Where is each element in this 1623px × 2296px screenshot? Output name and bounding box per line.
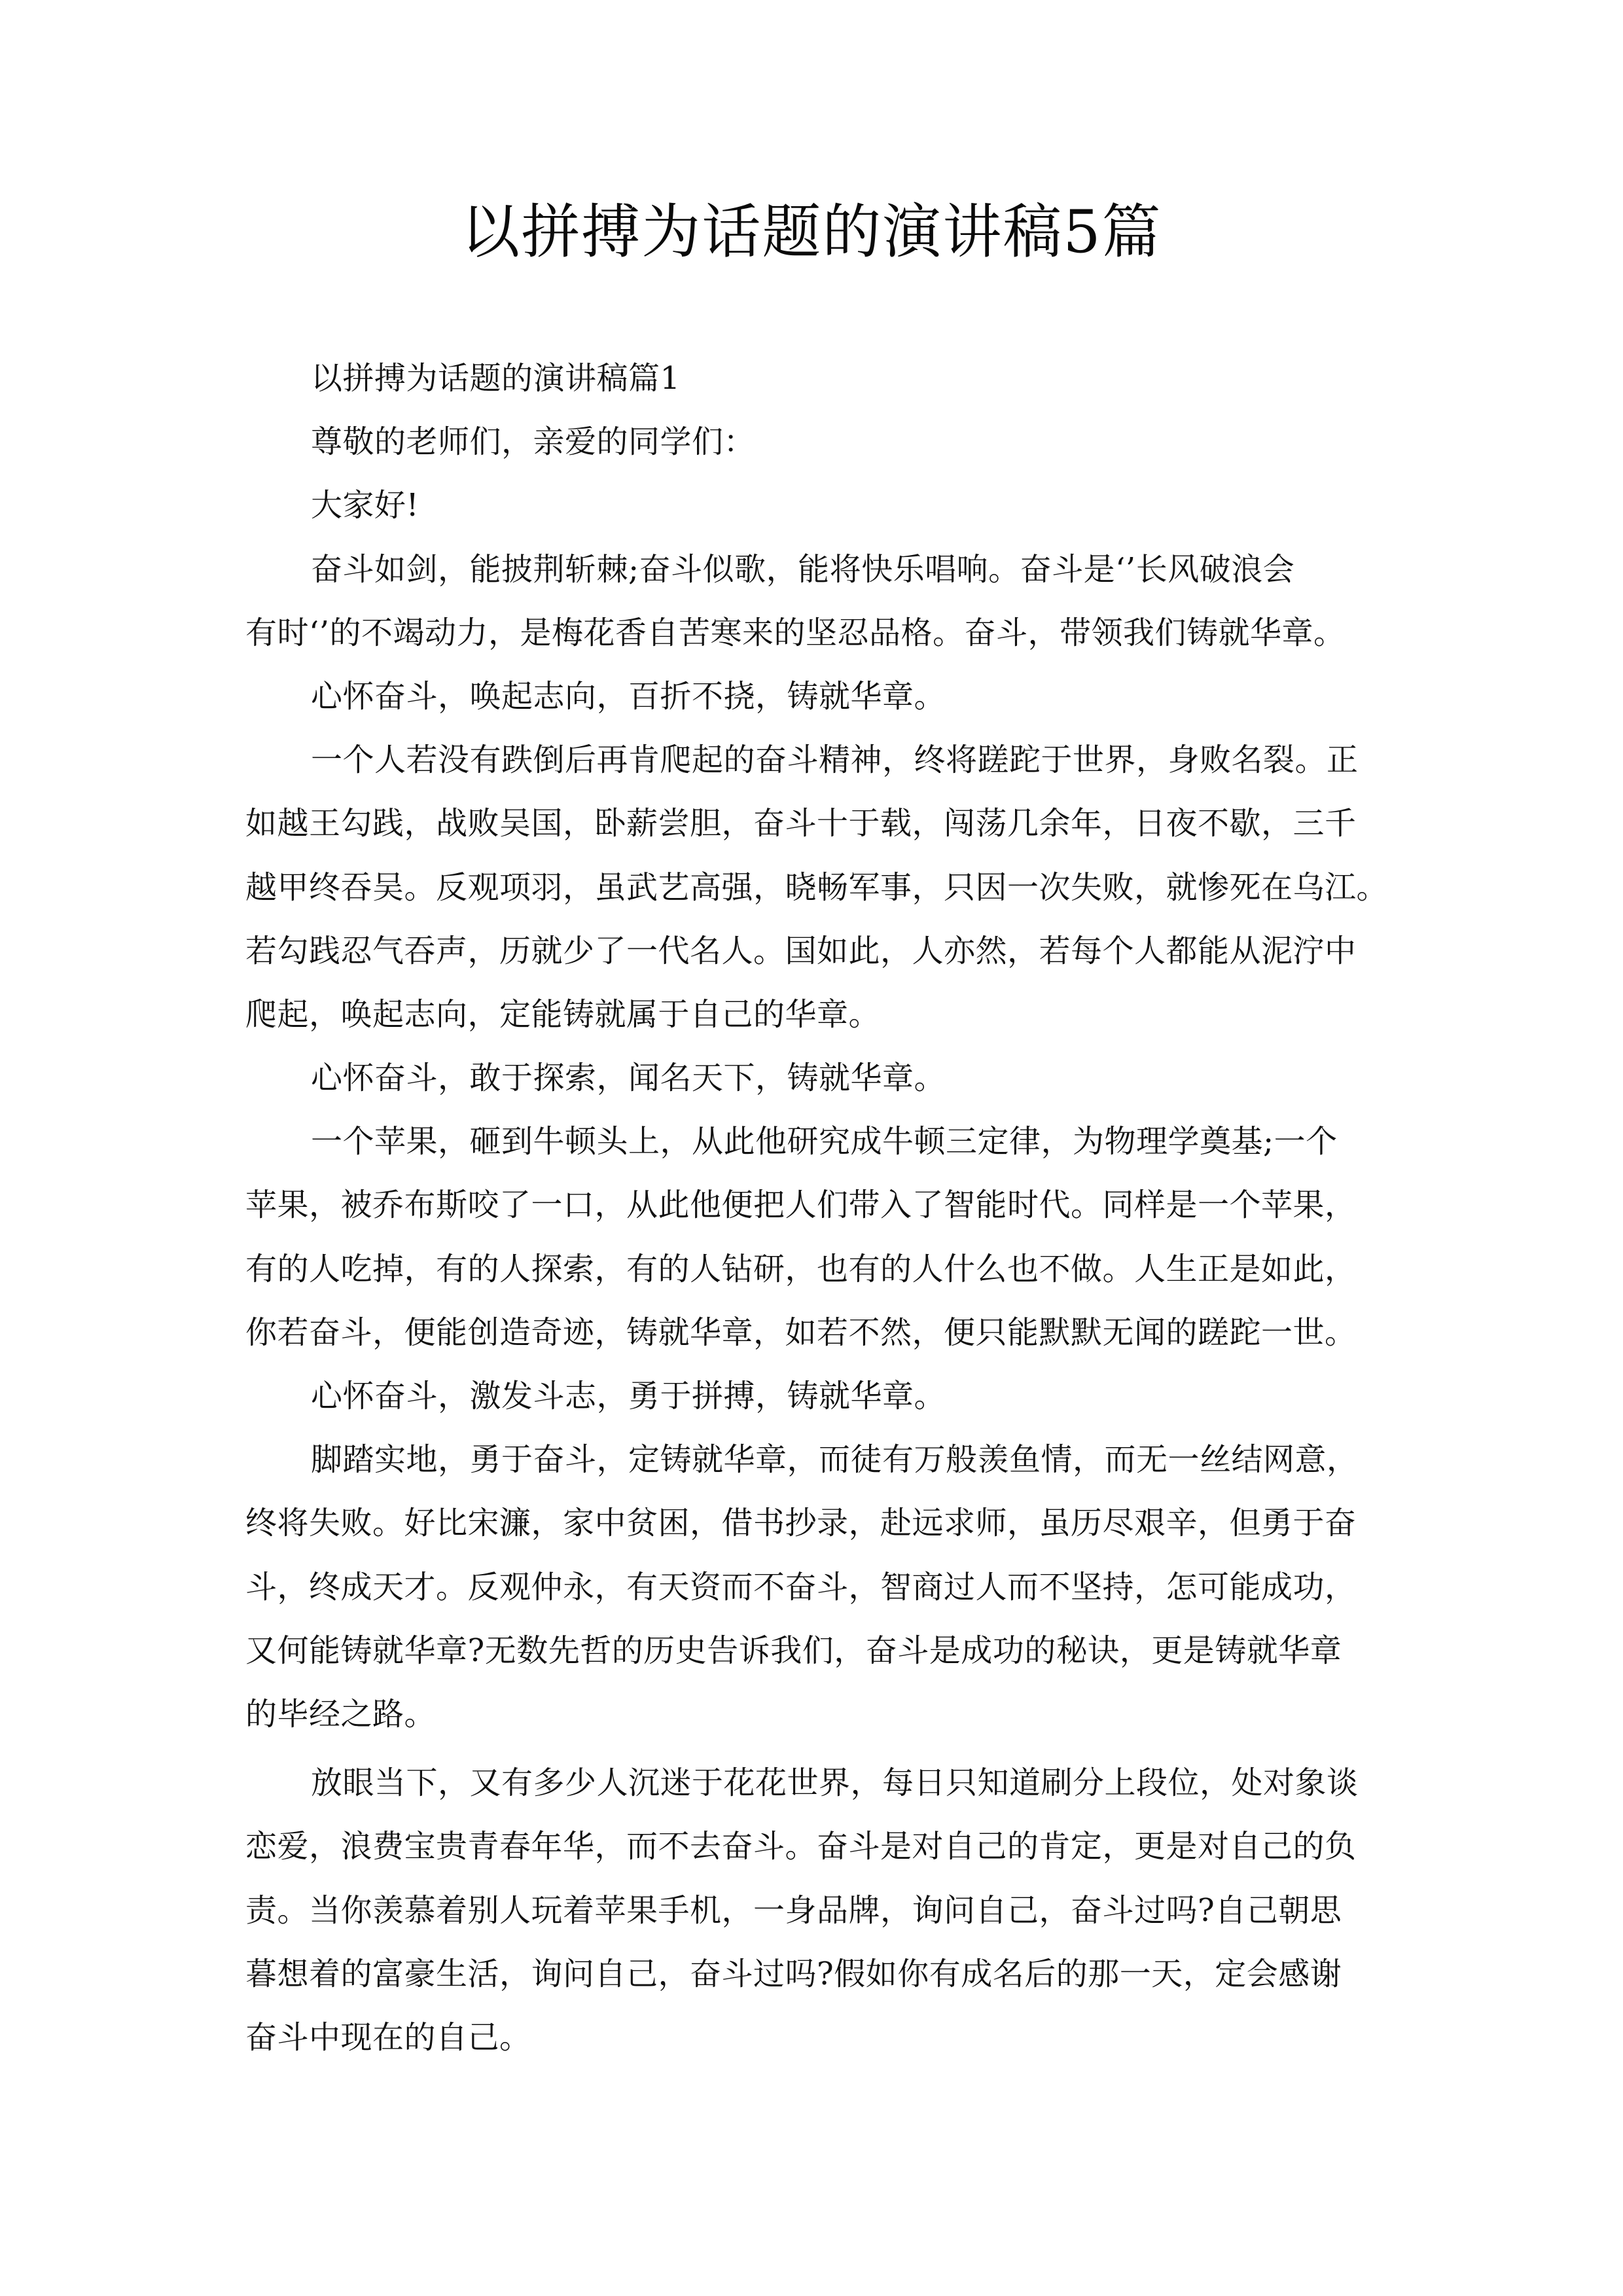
greeting: 大家好! <box>311 487 419 524</box>
paragraph-line: 脚踏实地，勇于奋斗，定铸就华章，而徒有万般羡鱼情，而无一丝结网意， <box>311 1441 1359 1479</box>
paragraph-line: 终将失败。好比宋濂，家中贫困，借书抄录，赴远求师，虽历尽艰辛，但勇于奋 <box>245 1505 1357 1542</box>
paragraph-line: 有时‘’的不竭动力，是梅花香自苦寒来的坚忍品格。奋斗，带领我们铸就华章。 <box>245 614 1346 651</box>
paragraph-line: 奋斗如剑，能披荆斩棘;奋斗似歌，能将快乐唱响。奋斗是‘’长风破浪会 <box>311 550 1295 588</box>
paragraph-line: 有的人吃掉，有的人探索，有的人钻研，也有的人什么也不做。人生正是如此， <box>245 1250 1357 1287</box>
paragraph-line: 恋爱，浪费宝贵青春年华，而不去奋斗。奋斗是对自己的肯定，更是对自己的负 <box>245 1828 1357 1865</box>
section-heading: 以拼搏为话题的演讲稿篇1 <box>311 360 681 397</box>
paragraph-line: 苹果，被乔布斯咬了一口，从此他便把人们带入了智能时代。同样是一个苹果， <box>245 1187 1357 1224</box>
subheading: 心怀奋斗，敢于探索，闻名天下，铸就华章。 <box>311 1060 946 1097</box>
salutation: 尊敬的老师们，亲爱的同学们： <box>311 423 756 461</box>
paragraph-line: 你若奋斗，便能创造奇迹，铸就华章，如若不然，便只能默默无闻的蹉跎一世。 <box>245 1314 1357 1351</box>
document-title: 以拼搏为话题的演讲稿5篇 <box>461 198 1162 266</box>
paragraph-line: 一个苹果，砸到牛顿头上，从此他研究成牛顿三定律，为物理学奠基;一个 <box>311 1123 1338 1160</box>
paragraph-line: 若勾践忍气吞声，历就少了一代名人。国如此，人亦然，若每个人都能从泥泞中 <box>245 932 1357 969</box>
paragraph-line: 又何能铸就华章?无数先哲的历史告诉我们，奋斗是成功的秘诀，更是铸就华章 <box>245 1632 1342 1669</box>
subheading: 心怀奋斗，唤起志向，百折不挠，铸就华章。 <box>311 677 946 715</box>
paragraph-line: 的毕经之路。 <box>245 1695 437 1732</box>
paragraph-line: 奋斗中现在的自己。 <box>245 2018 531 2056</box>
paragraph-line: 斗，终成天才。反观仲永，有天资而不奋斗，智商过人而不坚持，怎可能成功， <box>245 1568 1357 1605</box>
paragraph-line: 如越王勾践，战败吴国，卧薪尝胆，奋斗十于载，闯荡几余年，日夜不歇，三千 <box>245 805 1357 842</box>
document-body <box>245 359 1397 2081</box>
paragraph-line: 越甲终吞吴。反观项羽，虽武艺高强，晓畅军事，只因一次失败，就惨死在乌江。 <box>245 869 1389 906</box>
paragraph-line: 暮想着的富豪生活，询问自己，奋斗过吗?假如你有成名后的那一天，定会感谢 <box>245 1955 1342 1992</box>
paragraph-line: 一个人若没有跌倒后再肯爬起的奋斗精神，终将蹉跎于世界，身败名裂。正 <box>311 742 1359 779</box>
subheading: 心怀奋斗，激发斗志，勇于拼搏，铸就华章。 <box>311 1378 946 1414</box>
paragraph-line: 责。当你羡慕着别人玩着苹果手机，一身品牌，询问自己，奋斗过吗?自己朝思 <box>245 1892 1342 1929</box>
paragraph-line: 爬起，唤起志向，定能铸就属于自己的华章。 <box>245 996 881 1033</box>
paragraph-line: 放眼当下，又有多少人沉迷于花花世界，每日只知道刷分上段位，处对象谈 <box>311 1765 1359 1802</box>
paragraph-gap <box>245 1758 1397 1763</box>
